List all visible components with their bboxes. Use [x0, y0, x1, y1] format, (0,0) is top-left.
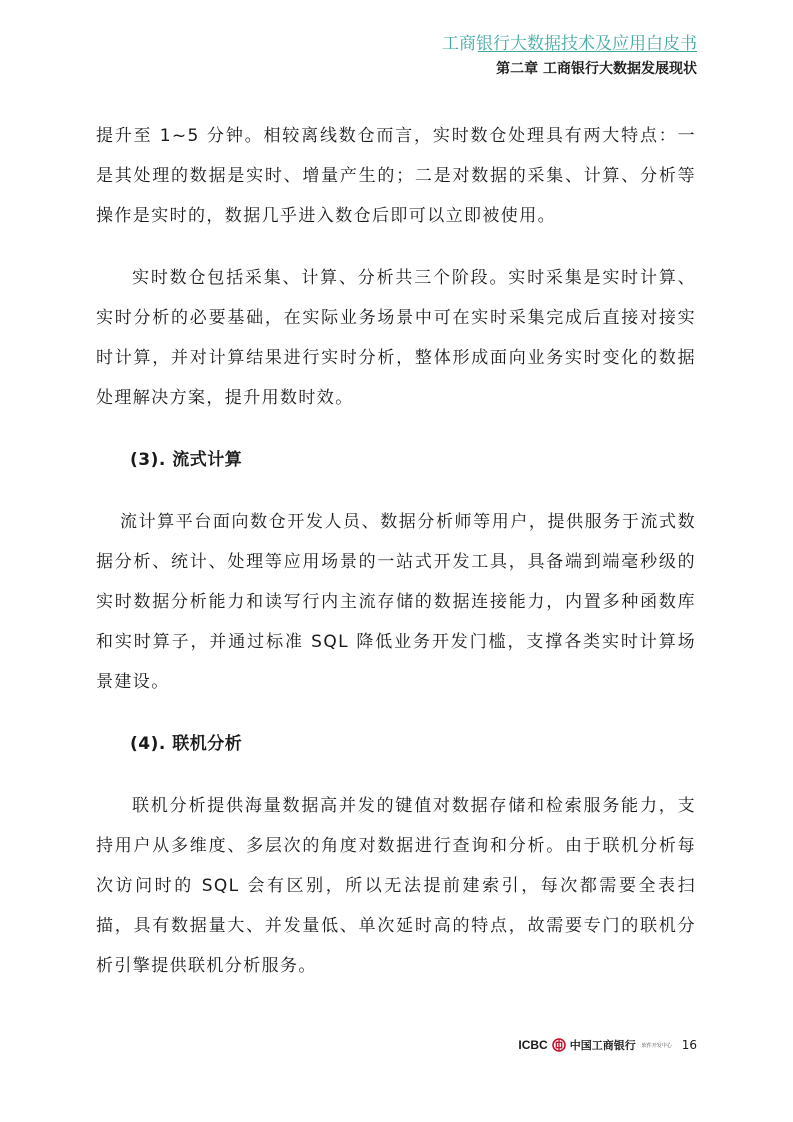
page-body	[96, 116, 696, 986]
document-title: 工商银行大数据技术及应用白皮书	[442, 34, 697, 54]
section-heading-stream-computing: (3). 流式计算	[130, 450, 243, 470]
paragraph-continuation: 提升至 1~5 分钟。相较离线数仓而言，实时数仓处理具有两大特点：一是其处理的数据是实时、增量产生的；二是对数据的采集、计算、分析等操作是实时的，数据几乎进入数仓后即可以立即被使用。	[96, 126, 696, 226]
bank-name: 中国工商银行	[569, 1039, 636, 1052]
icbc-wordmark: ICBC	[518, 1038, 548, 1052]
page-footer	[518, 1037, 697, 1053]
header-divider	[478, 51, 697, 52]
department-name: 软件开发中心	[641, 1042, 672, 1049]
icbc-logo-icon	[552, 1038, 566, 1052]
paragraph-olap: 联机分析提供海量数据高并发的键值对数据存储和检索服务能力，支持用户从多维度、多层次的角度对数据进行查询和分析。由于联机分析每次访问时的 SQL 会有区别，所以无法提前建索引，每次都需要全表扫描，具有数据量大、并发量低、单次延时高的特点，故需要专门的联机分析引擎提供联机分析服务。	[96, 796, 696, 976]
paragraph-stream-computing: 流计算平台面向数仓开发人员、数据分析师等用户，提供服务于流式数据分析、统计、处理等应用场景的一站式开发工具，具备端到端毫秒级的实时数据分析能力和读写行内主流存储的数据连接能力，内置多种函数库和实时算子，并通过标准 SQL 降低业务开发门槛，支撑各类实时计算场景建设。	[96, 512, 696, 692]
section-heading-olap: (4). 联机分析	[130, 734, 243, 754]
chapter-title: 第二章 工商银行大数据发展现状	[496, 61, 697, 77]
page-number: 16	[681, 1038, 697, 1052]
paragraph-realtime-warehouse: 实时数仓包括采集、计算、分析共三个阶段。实时采集是实时计算、实时分析的必要基础，在实际业务场景中可在实时采集完成后直接对接实时计算，并对计算结果进行实时分析，整体形成面向业务实时变化的数据处理解决方案，提升用数时效。	[96, 268, 696, 408]
